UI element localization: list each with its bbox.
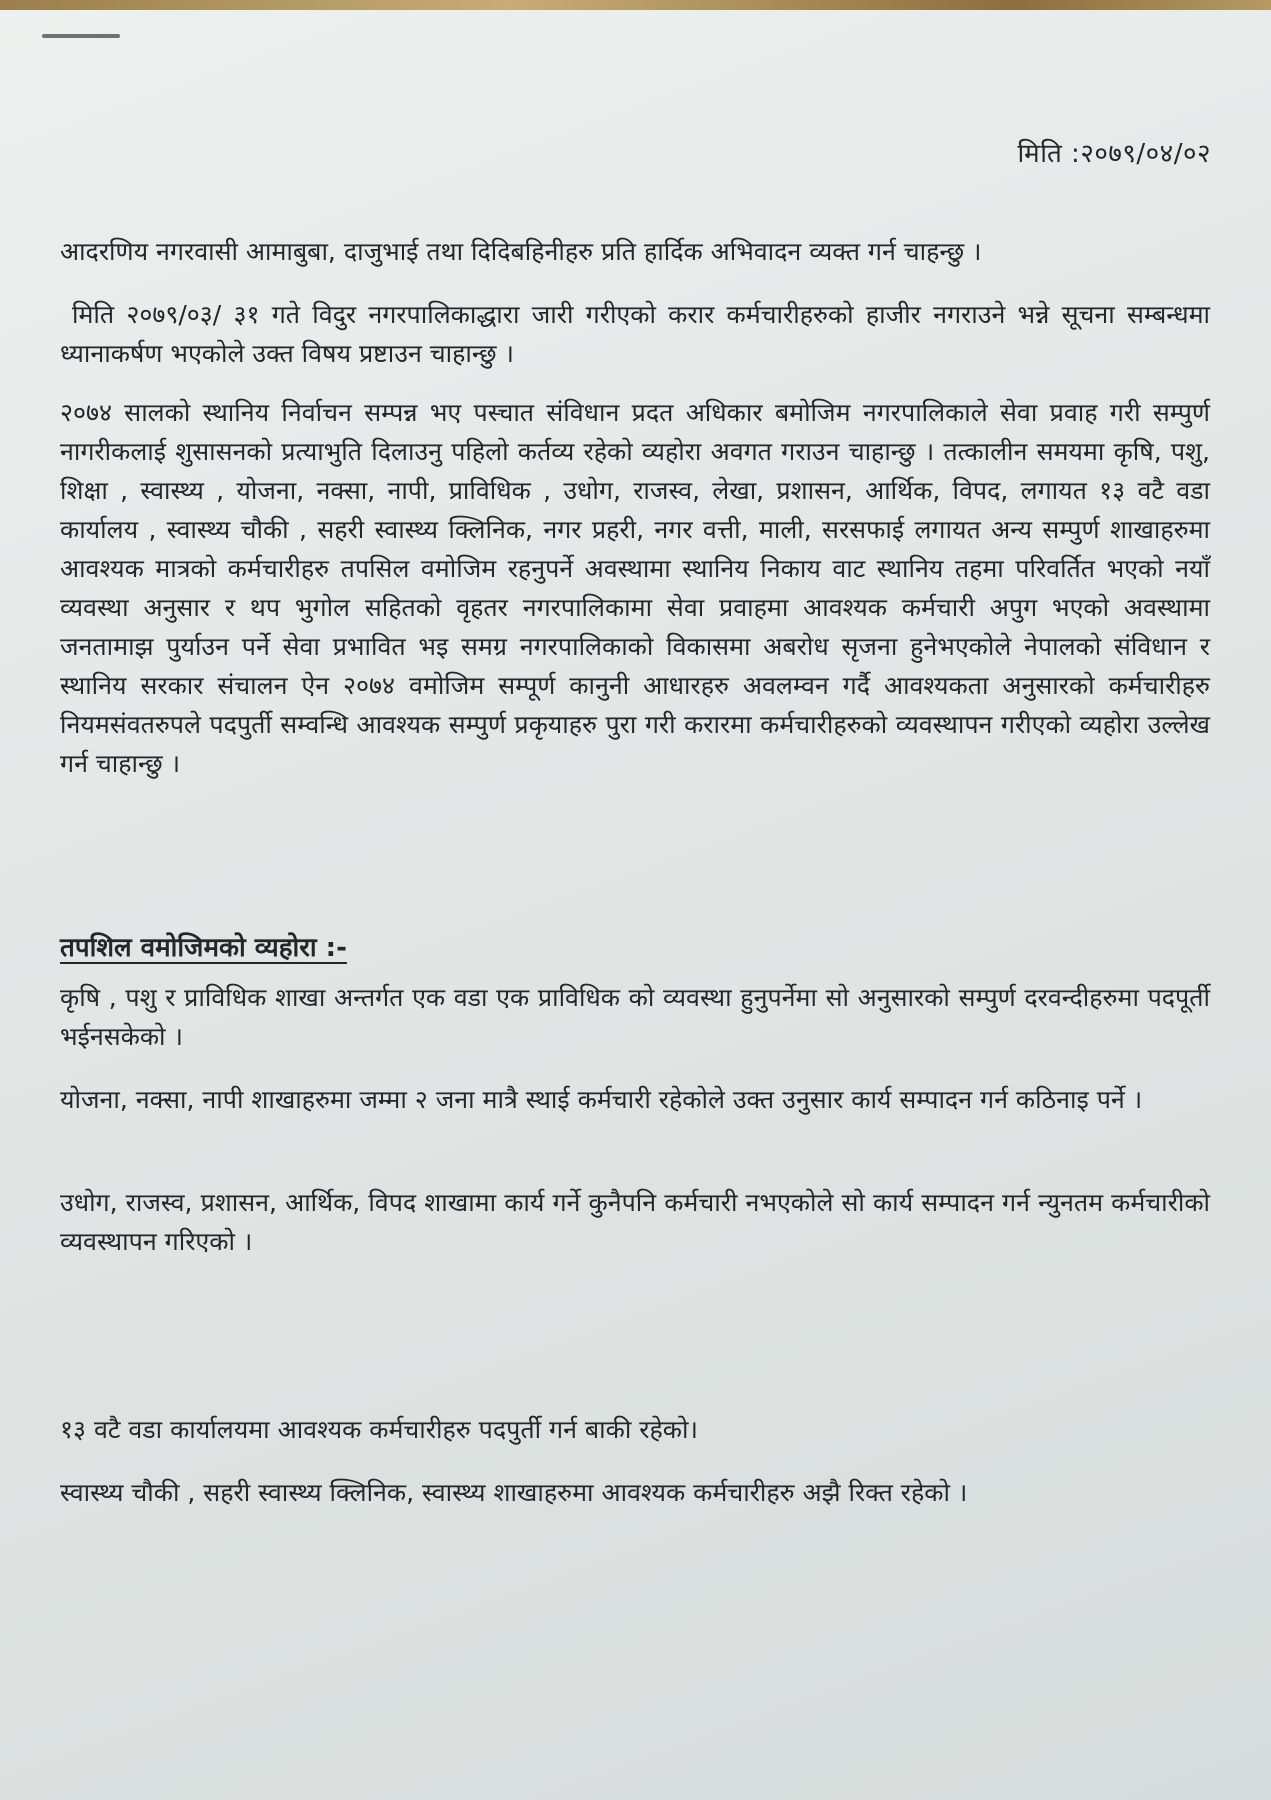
main-paragraph: २०७४ सालको स्थानिय निर्वाचन सम्पन्न भए पस्चात संविधान प्रदत अधिकार बमोजिम नगरपालिकाले सेवा प्रवाह गरी सम्पुर्ण नागरीकलाई शुसासनको प्रत्याभुति दिलाउनु पहिलो कर्तव्य रहेको व्यहोरा अवगत गराउन चाहान्छु । तत्कालीन समयमा कृषि, पशु, शिक्षा , स्वास्थ्य , योजना, नक्सा, नापी, प्राविधिक , उधोग, राजस्व, लेखा, प्रशासन, आर्थिक, विपद, लगायत १३ वटै वडा कार्यालय , स्वास्थ्य चौकी , सहरी स्वास्थ्य क्लिनिक, नगर प्रहरी, नगर वत्ती, माली, सरसफाई लगायत अन्य सम्पुर्ण शाखाहरुमा आवश्यक मात्रको कर्मचारीहरु तपसिल वमोजिम रहनुपर्ने अवस्थामा स्थानिय निकाय वाट स्थानिय तहमा परिवर्तित भएको नयाँ व्यवस्था अनुसार र थप भुगोल सहितको वृहतर नगरपालिकामा सेवा प्रवाहमा आवश्यक कर्मचारी अपुग भएको अवस्थामा जनतामाझ पुर्याउन पर्ने सेवा प्रभावित भइ समग्र नगरपालिकाको विकासमा अबरोध सृजना हुनेभएकोले नेपालको संविधान र स्थानिय सरकार संचालन ऐन २०७४ वमोजिम सम्पूर्ण कानुनी आधारहरु अवलम्वन गर्दै आवश्यकता अनुसारको कर्मचारीहरु नियमसंवतरुपले पदपुर्ती सम्वन्धि आवश्यक सम्पुर्ण प्रकृयाहरु पुरा गरी करारमा कर्मचारीहरुको व्यवस्थापन गरीएको व्यहोरा उल्लेख गर्न चाहान्छु । bbox=[60, 398, 1210, 778]
detail-item-3: उधोग, राजस्व, प्रशासन, आर्थिक, विपद शाखामा कार्य गर्ने कुनैपनि कर्मचारी नभएकोले सो कार्य सम्पादन गर्न न्युनतम कर्मचारीको व्यवस्थापन गरिएको । bbox=[60, 1188, 1210, 1256]
detail-item-5: स्वास्थ्य चौकी , सहरी स्वास्थ्य क्लिनिक, स्वास्थ्य शाखाहरुमा आवश्यक कर्मचारीहरु अझै रिक्त रहेको । bbox=[60, 1478, 968, 1507]
detail-item-2: योजना, नक्सा, नापी शाखाहरुमा जम्मा २ जना मात्रै स्थाई कर्मचारी रहेकोले उक्त उनुसार कार्य सम्पादन गर्न कठिनाइ पर्ने । bbox=[60, 1085, 1143, 1114]
intro-paragraph: मिति २०७९/०३/ ३१ गते विदुर नगरपालिकाद्धारा जारी गरीएको करार कर्मचारीहरुको हाजीर नगराउने भन्ने सूचना सम्बन्धमा ध्यानाकर्षण भएकोले उक्त विषय प्रष्टाउन चाहान्छु । bbox=[60, 300, 1210, 368]
detail-item-1: कृषि , पशु र प्राविधिक शाखा अन्तर्गत एक वडा एक प्राविधिक को व्यवस्था हुनुपर्नेमा सो अनुसारको सम्पुर्ण दरवन्दीहरुमा पदपूर्ती भईनसकेको । bbox=[60, 983, 1210, 1051]
letter-date: मिति :२०७९/०४/०२ bbox=[1017, 139, 1211, 169]
details-heading: तपशिल वमोजिमको व्यहोरा :- bbox=[60, 933, 347, 963]
paper-top-edge bbox=[0, 0, 1271, 10]
greeting-paragraph: आदरणिय नगरवासी आमाबुबा, दाजुभाई तथा दिदिबहिनीहरु प्रति हार्दिक अभिवादन व्यक्त गर्न चाहन्छु । bbox=[60, 237, 982, 266]
pen-mark bbox=[42, 34, 120, 38]
detail-item-4: १३ वटै वडा कार्यालयमा आवश्यक कर्मचारीहरु पदपुर्ती गर्न बाकी रहेको। bbox=[60, 1415, 698, 1444]
